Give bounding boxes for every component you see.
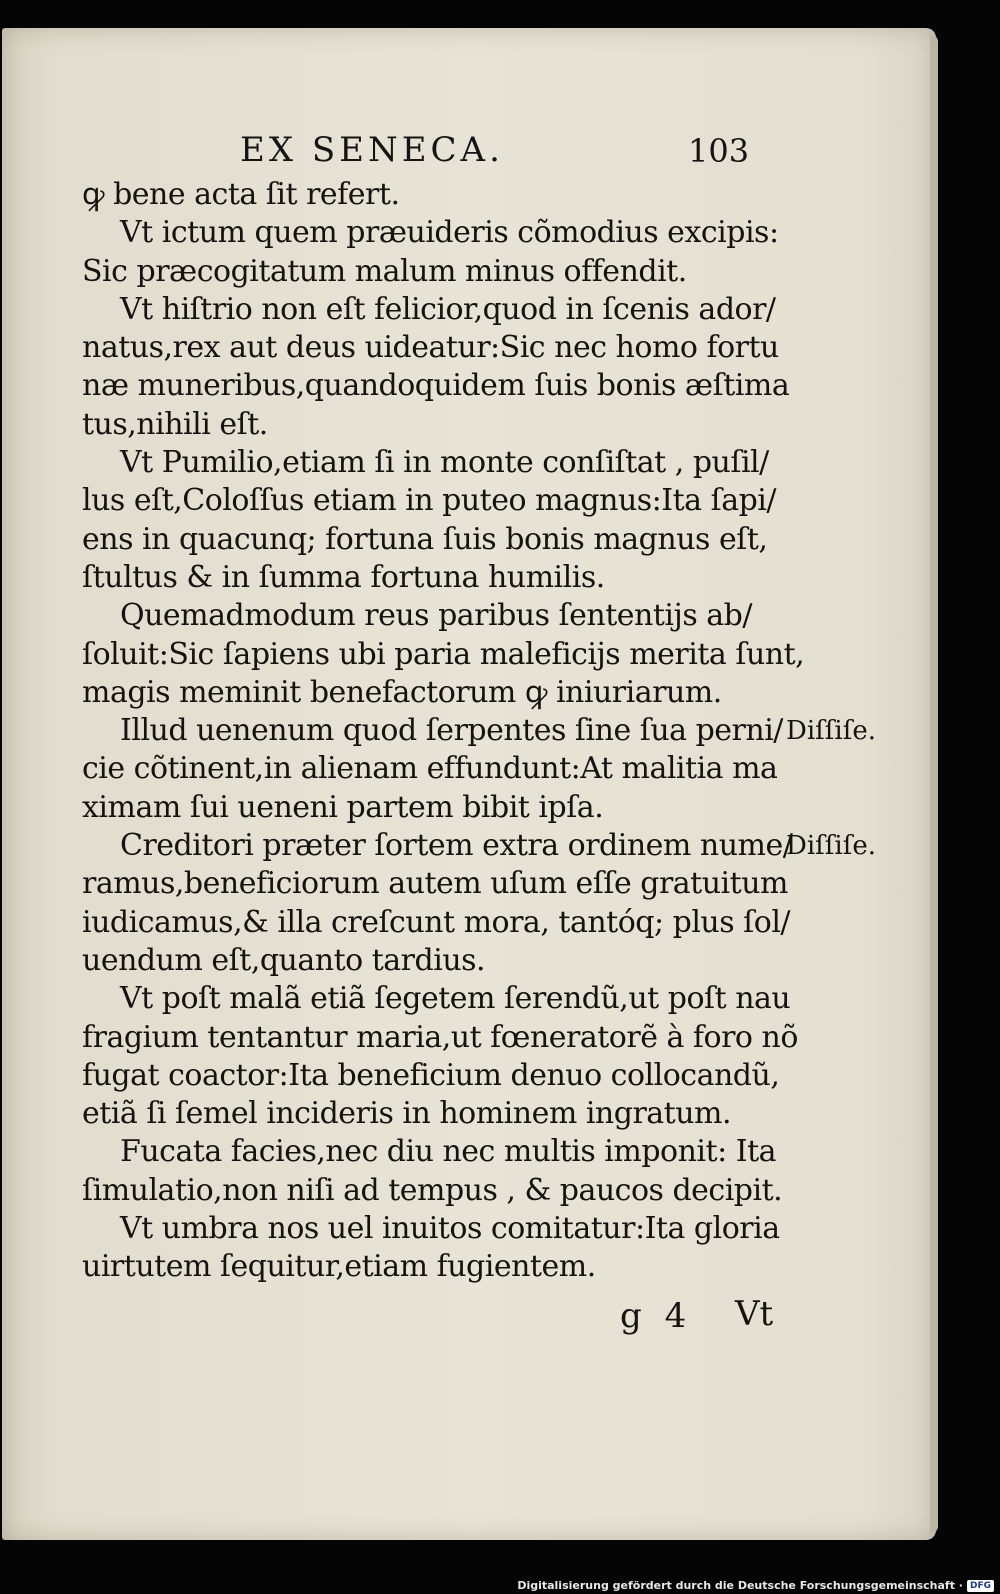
text-line: fugat coactor:Ita beneficium denuo collocandũ, [82, 1057, 780, 1093]
text-line: Vt umbra nos uel inuitos comitatur:Ita gloria [120, 1211, 780, 1247]
text-line: Vt Pumilio,etiam ſi in monte conſiſtat , puſil/ [120, 445, 769, 481]
text-line: Vt hiſtrio non eſt felicior,quod in ſcenis ador/ [120, 291, 776, 327]
text-line: ſoluit:Sic ſapiens ubi paria maleficijs merita ſunt, [82, 636, 805, 672]
running-header [0, 130, 1000, 170]
text-line: ꝙ bene acta ſit refert. [82, 177, 400, 212]
text-line: Quemadmodum reus paribus ſententijs ab/ [120, 598, 752, 634]
running-title: EX SENECA. [240, 130, 504, 170]
marginal-note: Diſſiſe. [786, 716, 876, 747]
text-line: ramus,beneficiorum autem uſum eſſe gratuitum [82, 866, 788, 902]
text-line: Sic præcogitatum malum minus offendit. [82, 253, 687, 289]
text-line: ximam ſui ueneni partem bibit ipſa. [82, 789, 604, 825]
credit-text: Digitalisierung gefördert durch die Deutsche Forschungsgemeinschaft · [517, 1579, 963, 1592]
text-line: Vt poſt malã etiã ſegetem ſerendũ,ut poſt nau [120, 981, 791, 1017]
text-line: iudicamus,& illa creſcunt mora, tantóq; plus ſol/ [82, 904, 791, 940]
signature-mark: g 4 [620, 1296, 693, 1336]
page-number: 103 [688, 132, 750, 170]
text-line: uirtutem ſequitur,etiam fugientem. [82, 1249, 596, 1285]
text-block [82, 176, 805, 1287]
digitization-credit [517, 1579, 994, 1592]
text-line: Vt ictum quem præuideris cõmodius excipis: [120, 215, 779, 251]
text-line: cie cõtinent,in alienam effundunt:At malitia ma [82, 751, 778, 787]
text-line: næ muneribus,quandoquidem ſuis bonis æſtima [82, 368, 790, 404]
text-line: ſimulatio,non niſi ad tempus , & paucos decipit. [82, 1172, 783, 1208]
text-line: natus,rex aut deus uideatur:Sic nec homo fortu [82, 330, 779, 366]
text-line: magis meminit benefactorum ꝙ iniuriarum. [82, 674, 722, 710]
page-edge [930, 34, 938, 1534]
text-line: fragium tentantur maria,ut fœneratorẽ à foro nõ [82, 1019, 798, 1055]
text-line: etiã ſi ſemel incideris in hominem ingratum. [82, 1096, 732, 1132]
text-line: uendum eſt,quanto tardius. [82, 942, 486, 978]
marginal-note: Diſſiſe. [786, 831, 876, 862]
text-line: ſtultus & in ſumma fortuna humilis. [82, 559, 605, 595]
text-line: Creditori præter ſortem extra ordinem nume/ [120, 828, 793, 864]
catchword: Vt [735, 1294, 774, 1334]
text-line: Fucata facies,nec diu nec multis imponit: Ita [120, 1134, 777, 1170]
text-line: lus eſt,Coloſſus etiam in puteo magnus:Ita ſapi/ [82, 483, 776, 519]
text-line: Illud uenenum quod ſerpentes ſine ſua perni/ [120, 713, 783, 749]
text-line: tus,nihili eſt. [82, 406, 268, 442]
dfg-logo-icon: DFG [967, 1580, 994, 1592]
text-line: ens in quacunq; fortuna ſuis bonis magnus eſt, [82, 521, 768, 557]
